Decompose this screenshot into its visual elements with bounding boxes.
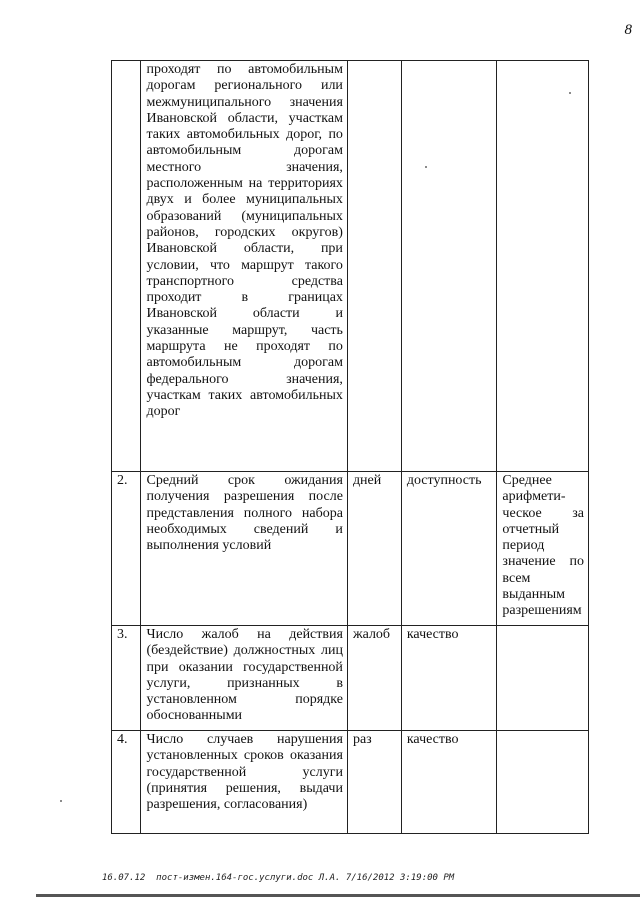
indicator-type: качество: [401, 626, 497, 731]
unit-of-measure: [347, 61, 401, 472]
calculation-method: Среднее арифмети-ческое за отчетный период значение по всем выданным разрешениям: [497, 472, 589, 626]
indicator-name: Число жалоб на действия (бездействие) должностных лиц при оказании государственной услуги, признанных в установленном порядке обоснованными: [141, 626, 347, 731]
unit-of-measure: жалоб: [347, 626, 401, 731]
unit-of-measure: дней: [347, 472, 401, 626]
calculation-method: [497, 61, 589, 472]
table-row: [112, 61, 589, 472]
calculation-method: [497, 626, 589, 731]
table-row: [112, 731, 589, 834]
scan-artifact-line: [36, 894, 640, 897]
row-number: 4.: [112, 731, 141, 834]
indicator-name: Число случаев нарушения установленных сроков оказания государственной услуги (принятия решения, выдачи разрешения, согласования): [141, 731, 347, 834]
indicator-name: Средний срок ожидания получения разрешения после представления полного набора необходимых сведений и выполнения условий: [141, 472, 347, 626]
table-row: [112, 626, 589, 731]
scan-speck: [425, 166, 427, 168]
indicators-table: [111, 60, 589, 834]
row-number: 3.: [112, 626, 141, 731]
indicator-name: проходят по автомобильным дорогам регионального или межмуниципального значения Ивановской области, участкам таких автомобильных дорог, по автомобильным дорогам местного значения, расположенным на территориях двух и более муниципальных образований (муниципальных районов, городских округов) Ивановской области, при условии, что маршрут такого транспортного средства проходит в границах Ивановской области и указанные маршрут, часть маршрута не проходят по автомобильным дорогам федерального значения, участкам таких автомобильных дорог: [141, 61, 347, 472]
scan-speck: [569, 92, 571, 94]
indicator-type: доступность: [401, 472, 497, 626]
row-number: [112, 61, 141, 472]
table-row: [112, 472, 589, 626]
calculation-method: [497, 731, 589, 834]
scan-speck: [60, 800, 62, 802]
document-footer: 16.07.12 пост-измен.164-гос.услуги.doc Л.А. 7/16/2012 3:19:00 PM: [102, 873, 455, 883]
indicator-type: качество: [401, 731, 497, 834]
indicator-type: [401, 61, 497, 472]
unit-of-measure: раз: [347, 731, 401, 834]
row-number: 2.: [112, 472, 141, 626]
page-number: 8: [624, 22, 632, 38]
